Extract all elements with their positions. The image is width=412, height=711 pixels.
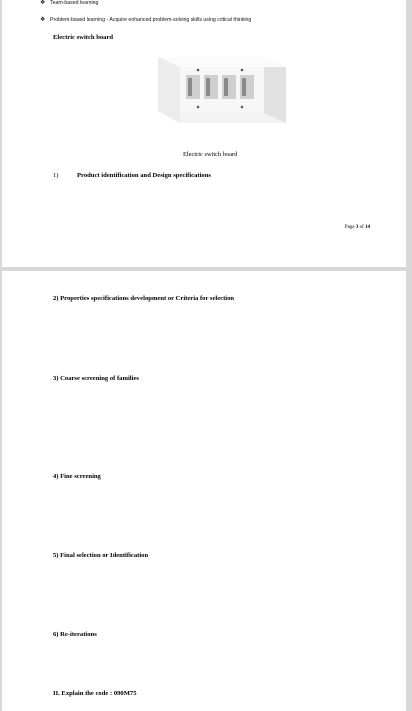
section-heading: 5) Final selection or Identification [53,552,149,559]
diamond-bullet-icon: ❖ [40,17,46,23]
section-heading: 4) Fine screening [53,473,101,480]
item-number: 1) [53,172,59,179]
section-heading: 6) Re-iterations [53,631,97,638]
section-heading: 3) Coarse screening of families [53,375,139,382]
document-page-4 [2,271,406,711]
bullet-item: ❖ Problem-based learning - Acquire enhanced problem-solving skills using critical thinking [40,17,252,23]
image-caption: Electric switch board [183,151,238,158]
numbered-heading [53,172,211,179]
item-text: Product identification and Design specifications [77,172,211,179]
diamond-bullet-icon: ❖ [40,0,46,6]
section-heading: 2) Properties specifications development or Criteria for selection [53,295,235,302]
electric-switch-board-picture [152,53,292,127]
section-heading: II. Explain the code : 090M75 [53,690,137,697]
page-number: Page 3 of 14 [344,225,370,230]
document-page-3 [2,0,406,267]
bullet-item: ❖ Team-based learning [40,0,99,6]
section-title: Electric switch board [53,34,114,41]
